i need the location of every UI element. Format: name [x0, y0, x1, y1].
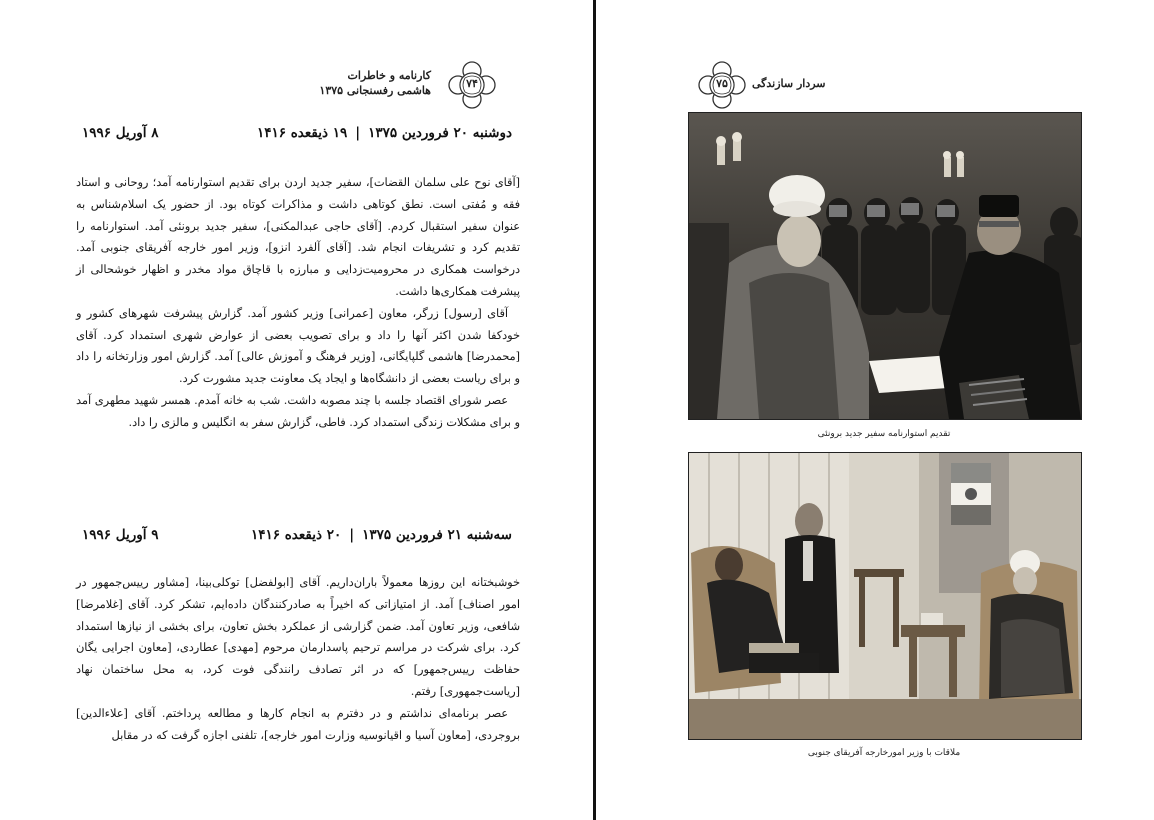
- book-title-line: کارنامه و خاطرات: [347, 69, 431, 82]
- persian-date: دوشنبه ۲۰ فروردین ۱۳۷۵: [368, 125, 512, 141]
- running-header: [319, 68, 431, 98]
- paragraph: [آقای نوح علی سلمان القضات]، سفیر جدید اردن برای تقدیم استوارنامه آمد؛ روحانی و استاد فقه و مُفتی است. نطق کوتاهی داشت و مذاکرات کوتاه بود. از حضور یک اسلام‌شناس به عنوان سفیر استقبال کردم. [آقای حاجی عبدالمکنی]، سفیر جدید برونئی آمد. استوارنامه را تقدیم کرد و تشریفات انجام شد. [آقای آلفرد انزو]، وزیر امور خارجه آفریقای جنوبی آمد. درخواست همکاری در محرومیت‌زدایی و مبارزه با قاچاق مواد مخدر و اظهار خوشحالی از پیشرفت همکاری‌ها داشت.: [76, 176, 520, 298]
- paragraph: خوشبختانه این روزها معمولاً باران‌داریم. آقای [ابولفضل] توکلی‌بینا، [مشاور رییس‌جمهور در امور اصناف] آمد. از امتیازاتی که اخیراً به صادرکنندگان داده‌ایم، تشکر کرد. آقای [غلامرضا] شافعی، وزیر تعاون آمد. ضمن گزارشی از عملکرد بخش تعاون، برای بخشی از نیازها استمداد کرد. برای شرکت در مراسم ترحیم پاسدارمان مرحوم [مهدی] عطاردی، [معاون اجرایی یگان حفاظت رییس‌جمهور] که در اثر تصادف رانندگی فوت کرد، به محل ساختمان نهاد [ریاست‌جمهوری] رفتم.: [76, 576, 520, 698]
- hijri-date: ۱۹ ذیقعده ۱۴۱۶: [257, 125, 348, 141]
- paragraph: آقای [رسول] زرگر، معاون [عمرانی] وزیر کشور آمد. گزارش پیشرفت شهرهای کشور و خودکفا شدن اکثر آنها را داد و برای تصویب بعضی از عوارض شهری استمداد کرد. آقای [محمدرضا] هاشمی گلپایگانی، [وزیر فرهنگ و آموزش عالی] آمد. گزارش امور وزارتخانه را داد و برای ریاست بعضی از دانشگاه‌ها و ایجاد یک معاونت جدید مشورت کرد.: [76, 306, 520, 386]
- entry-body: [76, 572, 520, 746]
- photo-credentials-ceremony: [688, 112, 1082, 420]
- page-number: ۷۵: [716, 77, 728, 90]
- date-separator: |: [349, 527, 355, 543]
- paragraph: عصر شورای اقتصاد جلسه با چند مصوبه داشت. شب به خانه آمدم. همسر شهید مطهری آمد و برای مشکلات زندگی استمداد کرد. فاطی، گزارش سفر به انگلیس و مالزی را داد.: [76, 393, 520, 429]
- hijri-date: ۲۰ ذیقعده ۱۴۱۶: [251, 527, 342, 543]
- page-number: ۷۴: [466, 77, 478, 90]
- photo-meeting-foreign-minister: [688, 452, 1082, 740]
- entry-date-line: [82, 527, 512, 547]
- date-separator: |: [355, 125, 361, 141]
- running-header: سردار سازندگی: [752, 77, 826, 90]
- persian-date: سه‌شنبه ۲۱ فروردین ۱۳۷۵: [362, 527, 512, 543]
- book-title-line: هاشمی رفسنجانی ۱۳۷۵: [319, 84, 431, 97]
- photo-caption: تقدیم استوارنامه سفیر جدید برونئی: [817, 429, 951, 439]
- entry-date-line: [82, 125, 512, 145]
- entry-body: [76, 172, 520, 434]
- gregorian-date: ۹ آوریل ۱۹۹۶: [82, 527, 159, 543]
- gregorian-date: ۸ آوریل ۱۹۹۶: [82, 125, 159, 141]
- right-page: [596, 0, 1154, 820]
- photo-caption: ملاقات با وزیر امورخارجه آفریقای جنوبی: [807, 748, 961, 758]
- paragraph: عصر برنامه‌ای نداشتم و در دفترم به انجام کارها و مطالعه پرداختم. آقای [علاءالدین] بروجردی، [معاون آسیا و اقیانوسیه وزارت امور خارجه]، تلفنی اجازه گرفت که در مقابل: [76, 706, 520, 742]
